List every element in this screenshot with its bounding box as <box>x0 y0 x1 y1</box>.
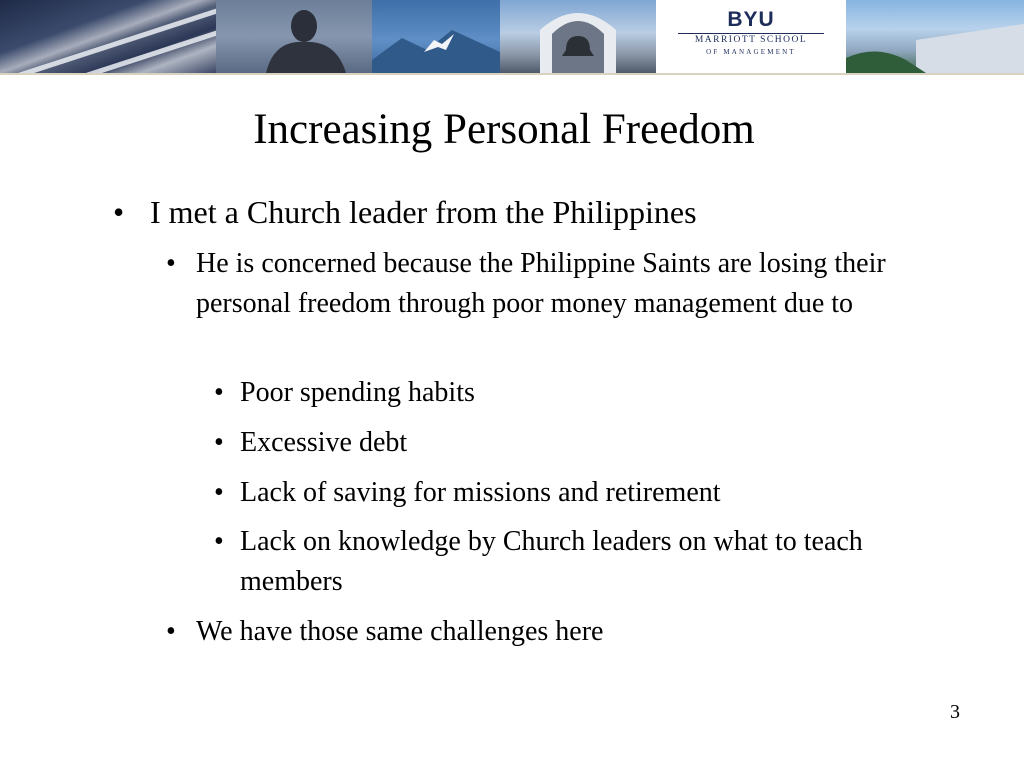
bullet-level3 <box>214 522 904 602</box>
bullet-text: Poor spending habits <box>240 377 475 408</box>
slide-title: Increasing Personal Freedom <box>253 106 755 153</box>
bullet-text: Excessive debt <box>240 427 408 458</box>
banner-photo-bell <box>500 0 656 73</box>
logo-byu-text: BYU <box>727 8 775 31</box>
bullet-text: I met a Church leader from the Philippines <box>150 194 697 230</box>
bullet-mark: • <box>113 194 125 230</box>
banner-photo-building <box>0 0 216 73</box>
header-banner <box>0 0 1024 73</box>
bullet-mark: • <box>166 616 176 647</box>
bullet-level1 <box>113 192 893 232</box>
bullet-text: We have those same challenges here <box>196 616 604 647</box>
bullet-text: Lack of saving for missions and retirement <box>240 477 721 508</box>
banner-photo-statue <box>216 0 372 73</box>
bullet-mark: • <box>214 526 224 557</box>
bullet-text: He is concerned because the Philippine Saints are losing their personal freedom through poor money management due to <box>196 248 886 319</box>
bullet-mark: • <box>214 477 224 508</box>
bullet-mark: • <box>214 427 224 458</box>
page-number: 3 <box>950 701 960 723</box>
bullet-level2 <box>166 612 896 652</box>
bullet-level3 <box>214 423 904 463</box>
bullet-level2 <box>166 244 896 364</box>
banner-photo-campus <box>846 0 1024 73</box>
logo-school-line: MARRIOTT SCHOOL <box>694 35 808 45</box>
logo-management-line: OF MANAGEMENT <box>706 48 796 56</box>
banner-divider <box>0 73 1024 75</box>
bullet-mark: • <box>214 377 224 408</box>
banner-photo-y-mountain <box>372 0 500 73</box>
byu-marriott-logo <box>656 0 846 73</box>
bullet-mark: • <box>166 248 176 279</box>
bullet-level3 <box>214 473 904 513</box>
bullet-text: Lack on knowledge by Church leaders on what to teach members <box>240 526 863 597</box>
bullet-level3 <box>214 373 904 413</box>
